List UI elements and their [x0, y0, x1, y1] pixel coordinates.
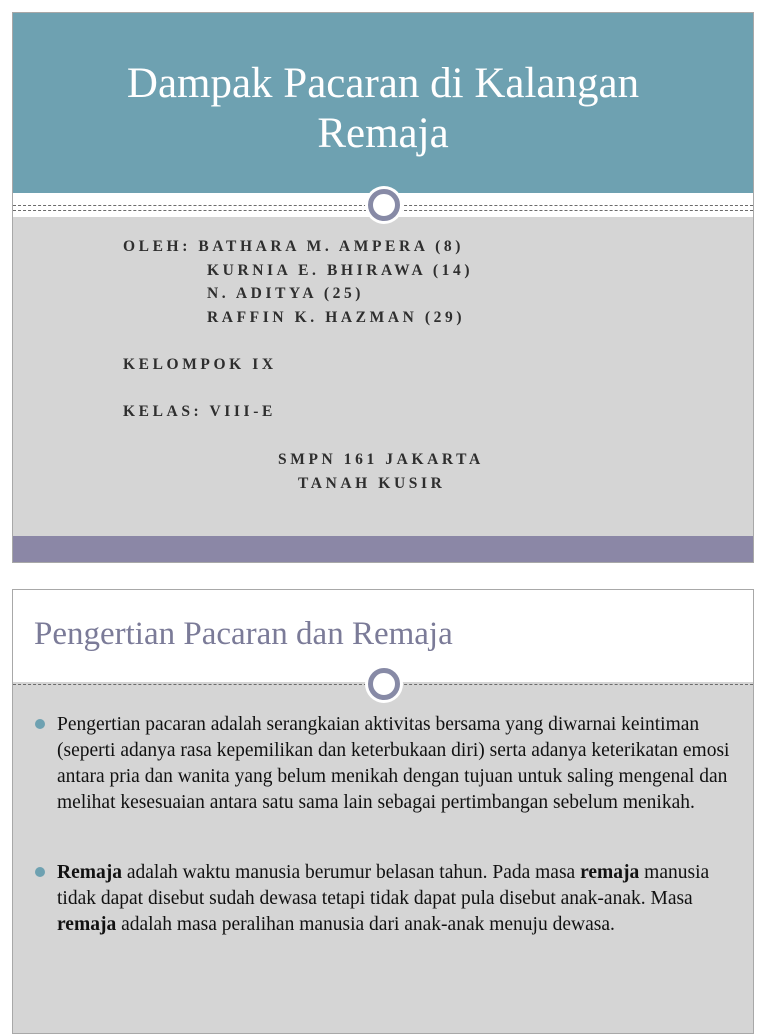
slide-title — [12, 12, 754, 563]
school-location: TANAH KUSIR — [298, 475, 446, 492]
list-item — [33, 860, 733, 938]
bottom-accent-band — [13, 536, 753, 562]
class-label: KELAS: VIII-E — [123, 403, 276, 420]
bullet-dot-icon — [35, 867, 45, 877]
bold-term: Remaja — [57, 862, 122, 883]
author-line: OLEH: BATHARA M. AMPERA (8) — [123, 238, 465, 255]
group-label: KELOMPOK IX — [123, 356, 277, 373]
ring-divider-icon — [368, 189, 400, 221]
list-item — [33, 712, 733, 816]
slide-title: Pengertian Pacaran dan Remaja — [34, 616, 453, 652]
author-line: KURNIA E. BHIRAWA (14) — [207, 262, 474, 279]
ring-divider-icon — [368, 668, 400, 700]
bullet-text: Pengertian pacaran adalah serangkaian aktivitas bersama yang diwarnai keintiman (seperti adanya rasa kepemilikan dan keterbukaan diri) serta adanya keterikatan emosi antara pria dan wanita yang belum menikah dengan tujuan untuk saling mengenal dan melihat kesesuaian antara satu sama lain sebagai pertimbangan sebelum menikah. — [57, 714, 730, 813]
bullet-text: adalah waktu manusia berumur belasan tahun. Pada masa — [121, 862, 581, 883]
slide-definitions — [12, 589, 754, 1034]
title-band — [13, 13, 753, 193]
bullet-text: manusia tidak dapat disebut sudah dewasa tetapi tidak dapat pula disebut anak-anak. Masa — [57, 862, 710, 909]
school-name: SMPN 161 JAKARTA — [278, 451, 484, 468]
bold-term: remaja — [57, 914, 117, 935]
author-line: N. ADITYA (25) — [207, 285, 365, 302]
author-line: RAFFIN K. HAZMAN (29) — [207, 309, 466, 326]
presentation-title: Dampak Pacaran di Kalangan Remaja — [126, 60, 640, 157]
bold-term: remaja — [580, 862, 640, 883]
bullet-list — [33, 712, 733, 982]
bullet-text: adalah masa peralihan manusia dari anak-anak menuju dewasa. — [116, 914, 615, 935]
bullet-dot-icon — [35, 719, 45, 729]
